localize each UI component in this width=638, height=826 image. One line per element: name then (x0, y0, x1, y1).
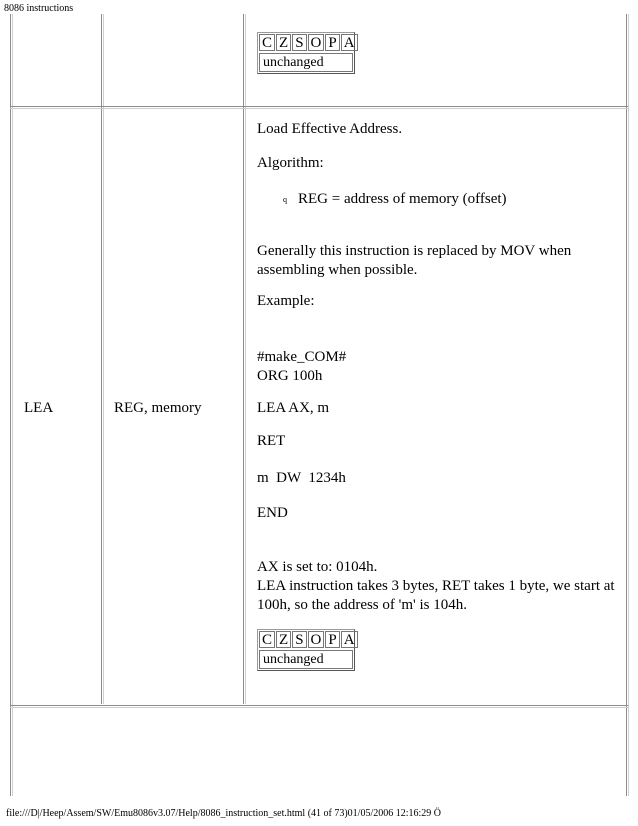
code-line: LEA AX, m (257, 400, 330, 416)
flag-s: S (292, 34, 306, 51)
result-line-1: AX is set to: 0104h. (257, 559, 378, 575)
flags-table-top (257, 32, 355, 74)
bullet-icon: q (283, 195, 287, 204)
description: Load Effective Address. (257, 121, 403, 137)
flag-p: P (325, 34, 339, 51)
instruction-operands: REG, memory (114, 400, 202, 416)
flag-c: C (259, 34, 275, 51)
page-header: 8086 instructions (4, 3, 74, 14)
page-footer: file:///D|/Heep/Assem/SW/Emu8086v3.07/Help/8086_instruction_set.html (41 of 73)01/05/2006 12:16:29 Ö (6, 808, 442, 819)
flag-o: O (308, 631, 325, 648)
flag-a: A (341, 631, 358, 648)
flags-table-lea (257, 629, 355, 671)
code-line: #make_COM# (257, 349, 347, 365)
code-line: RET (257, 433, 286, 449)
flag-p: P (325, 631, 339, 648)
flag-a: A (341, 34, 358, 51)
code-line: END (257, 505, 288, 521)
result-line-2: LEA instruction takes 3 bytes, RET takes 1 byte, we start at (257, 578, 615, 594)
code-line: ORG 100h (257, 368, 323, 384)
flag-c: C (259, 631, 275, 648)
flag-z: Z (276, 34, 291, 51)
flag-s: S (292, 631, 306, 648)
flag-o: O (308, 34, 325, 51)
note-line-2: assembling when possible. (257, 262, 418, 278)
result-line-3: 100h, so the address of 'm' is 104h. (257, 597, 467, 613)
algorithm-label: Algorithm: (257, 155, 324, 171)
algorithm-step: REG = address of memory (offset) (298, 191, 507, 207)
flag-z: Z (276, 631, 291, 648)
flags-status: unchanged (259, 650, 353, 669)
instruction-name: LEA (24, 400, 54, 416)
note-line-1: Generally this instruction is replaced by MOV when (257, 243, 572, 259)
code-line: m DW 1234h (257, 470, 346, 486)
flags-status: unchanged (259, 53, 353, 72)
example-label: Example: (257, 293, 315, 309)
